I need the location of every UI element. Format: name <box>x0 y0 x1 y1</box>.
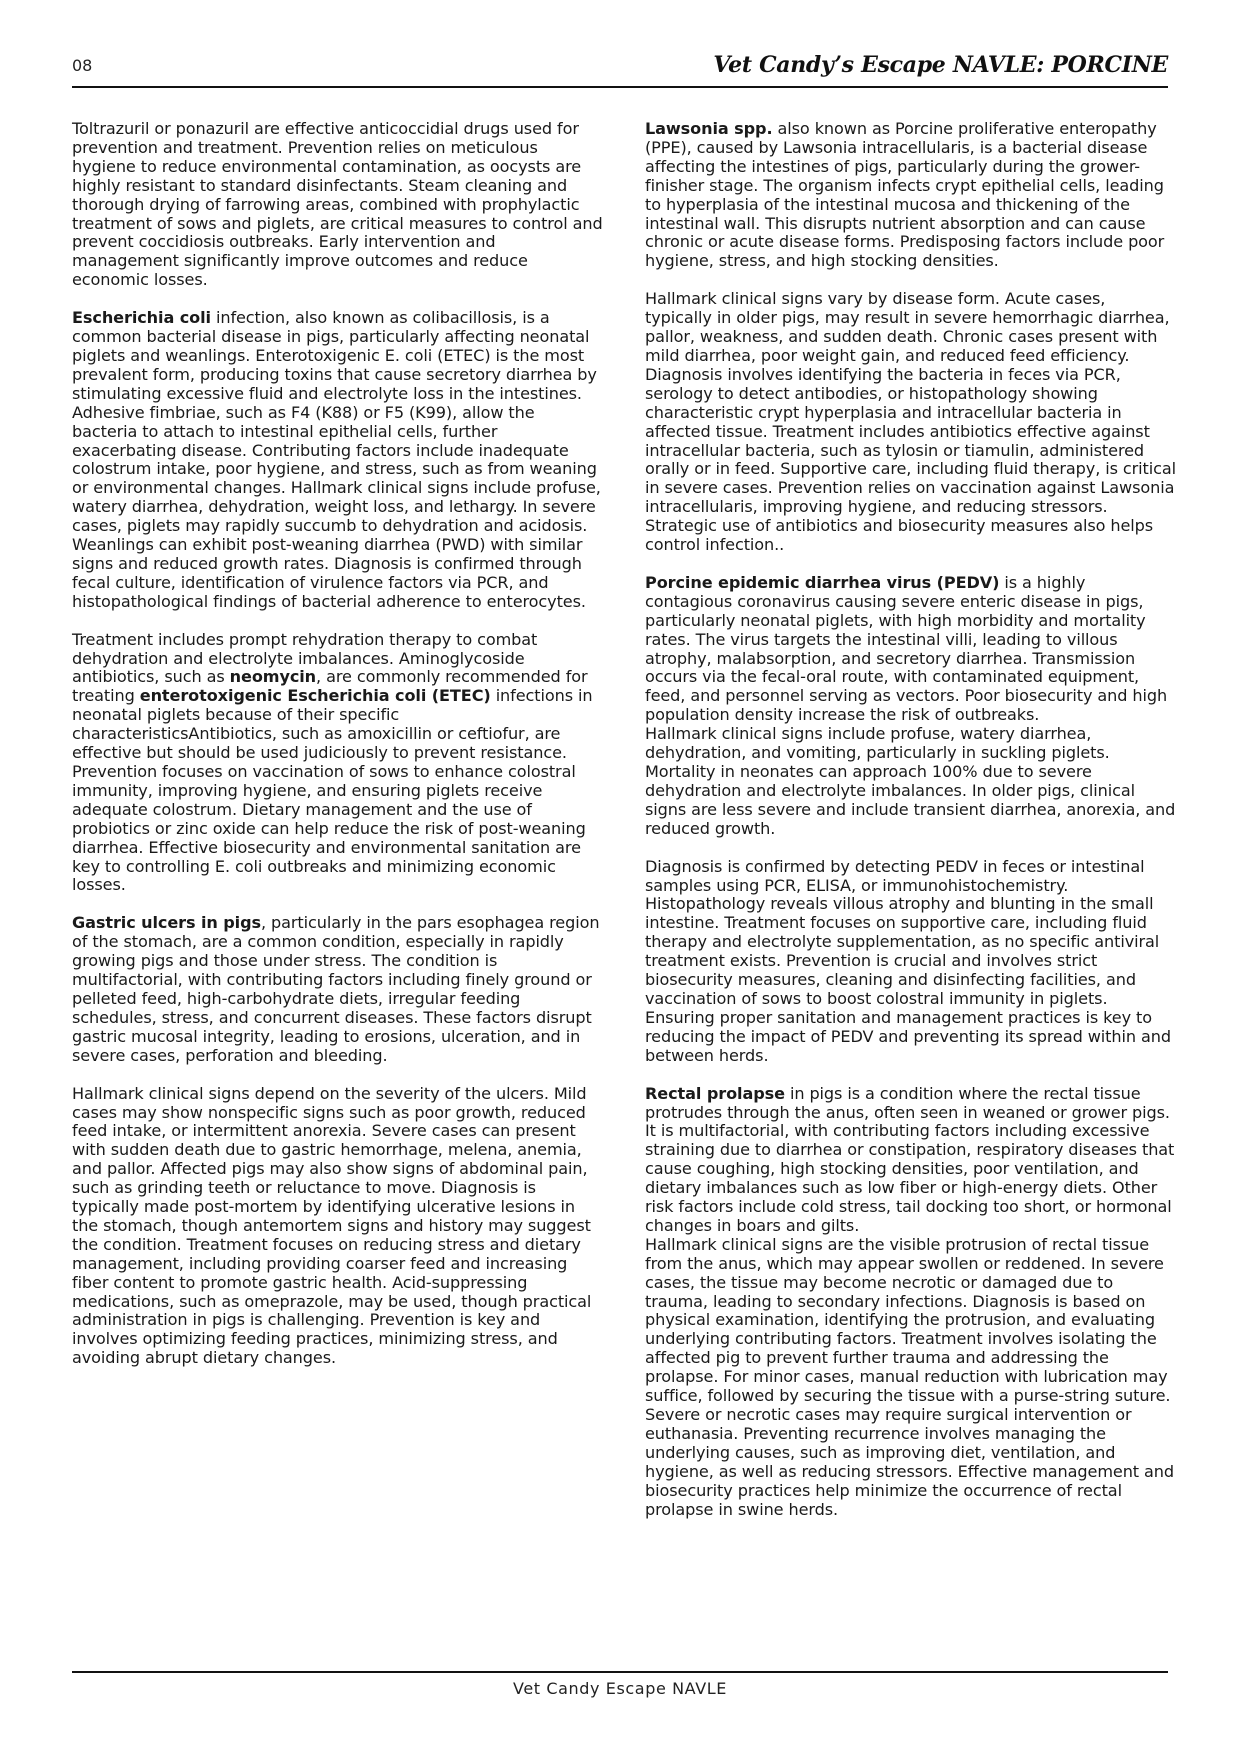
ecoli-treatment-paragraph <box>72 631 604 896</box>
pedv-heading: Porcine epidemic diarrhea virus (PEDV) <box>645 572 1000 592</box>
lawsonia-signs-paragraph <box>645 290 1177 555</box>
lawsonia-heading: Lawsonia spp. <box>645 119 773 138</box>
header-divider <box>72 86 1168 88</box>
paragraph-text: , are commonly recommended for treating <box>72 667 588 706</box>
paragraph-text: is a highly contagious coronavirus causing severe enteric disease in pigs, particularly neonatal piglets, with high morbidity and mortality rates. The virus targets the intestinal villi, leading to villous atrophy, malabsorption, and secretory diarrhea. Transmission occurs via the fecal-oral route, with contaminated equipment, feed, and personnel serving as vectors. Poor biosecurity and high population density increase the risk of outbreaks. <box>645 572 1168 725</box>
paragraph-text: Hallmark clinical signs are the visible protrusion of rectal tissue from the anus, which may appear swollen or reddened. In severe cases, the tissue may become necrotic or damaged due to trauma, leading to secondary infections. Diagnosis is based on physical examination, identifying the protrusion, and evaluating underlying contributing factors. Treatment involves isolating the affected pig to prevent further trauma and addressing the prolapse. For minor cases, manual reduction with lubrication may suffice, followed by securing the tissue with a purse-string suture. Severe or necrotic cases may require surgical intervention or euthanasia. Preventing recurrence involves managing the underlying causes, such as improving diet, ventilation, and hygiene, as well as reducing stressors. Effective management and biosecurity practices help minimize the occurrence of rectal prolapse in swine herds. <box>645 1234 1175 1519</box>
page-footer: Vet Candy Escape NAVLE <box>513 1679 727 1698</box>
page-header <box>72 52 1168 86</box>
rectal-prolapse-heading: Rectal prolapse <box>645 1083 785 1103</box>
gastric-ulcers-heading: Gastric ulcers in pigs <box>72 913 261 933</box>
rectal-prolapse-signs-paragraph <box>645 1236 1177 1520</box>
paragraph-text: Hallmark clinical signs vary by disease form. Acute cases, typically in older pigs, may result in severe hemorrhagic diarrhea, pallor, weakness, and sudden death. Chronic cases present with mild diarrhea, poor weight gain, and reduced feed efficiency. Diagnosis involves identifying the bacteria in feces via PCR, serology to detect antibodies, or histopathology showing characteristic crypt hyperplasia and intracellular bacteria in affected tissue. Treatment includes antibiotics effective against intracellular bacteria, such as tylosin or tiamulin, administered orally or in feed. Supportive care, including fluid therapy, is critical in severe cases. Prevention relies on vaccination against Lawsonia intracellularis, improving hygiene, and reducing stressors. Strategic use of antibiotics and biosecurity measures also helps control infection.. <box>645 289 1177 555</box>
paragraph-text: infection, also known as colibacillosis, is a common bacterial disease in pigs, particularly affecting neonatal piglets and weanlings. Enterotoxigenic E. coli (ETEC) is the most prevalent form, producing toxins that cause secretory diarrhea by stimulating excessive fluid and electrolyte loss in the intestines. Adhesive fimbriae, such as F4 (K88) or F5 (K99), allow the bacteria to attach to intestinal epithelial cells, further exacerbating disease. Contributing factors include inadequate colostrum intake, poor hygiene, and stress, such as from weaning or environmental changes. Hallmark clinical signs include profuse, watery diarrhea, dehydration, weight loss, and lethargy. In severe cases, piglets may rapidly succumb to dehydration and acidosis. Weanlings can exhibit post-weaning diarrhea (PWD) with similar signs and reduced growth rates. Diagnosis is confirmed through fecal culture, identification of virulence factors via PCR, and histopathological findings of bacterial adherence to enterocytes. <box>72 308 601 611</box>
paragraph-text: in pigs is a condition where the rectal tissue protrudes through the anus, often seen in weaned or grower pigs. It is multifactorial, with contributing factors including excessive straining due to diarrhea or constipation, respiratory diseases that cause coughing, high stocking densities, poor ventilation, and dietary imbalances such as low fiber or high-energy diets. Other risk factors include cold stress, tail docking too short, or hormonal changes in boars and gilts. <box>645 1083 1175 1235</box>
paragraph-text: also known as Porcine proliferative enteropathy (PPE), caused by Lawsonia intracellularis, is a bacterial disease affecting the intestines of pigs, particularly during the grower-finisher stage. The organism infects crypt epithelial cells, leading to hyperplasia of the intestinal mucosa and thickening of the intestinal wall. This disrupts nutrient absorption and can cause chronic or acute disease forms. Predisposing factors include poor hygiene, stress, and high stocking densities. <box>645 119 1165 271</box>
pedv-signs-paragraph <box>645 725 1177 838</box>
paragraph-text: Toltrazuril or ponazuril are effective anticoccidial drugs used for prevention and treatment. Prevention relies on meticulous hygiene to reduce environmental contamination, as oocysts are highly resistant to standard disinfectants. Steam cleaning and thorough drying of farrowing areas, combined with prophylactic treatment of sows and piglets, are critical measures to control and prevent coccidiosis outbreaks. Early intervention and management significantly improve outcomes and reduce economic losses. <box>72 119 603 290</box>
neomycin-term: neomycin <box>229 667 317 687</box>
ecoli-paragraph <box>72 309 604 612</box>
page-number: 08 <box>72 56 93 75</box>
left-column <box>72 120 604 1387</box>
gastric-ulcers-signs-paragraph <box>72 1085 604 1369</box>
footer-divider <box>72 1671 1168 1673</box>
paragraph-text: Diagnosis is confirmed by detecting PEDV in feces or intestinal samples using PCR, ELISA, or immunohistochemistry. Histopathology reveals villous atrophy and blunting in the small intestine. Treatment focuses on supportive care, including fluid therapy and electrolyte supplementation, as no specific antiviral treatment exists. Prevention is crucial and involves strict biosecurity measures, cleaning and disinfecting facilities, and vaccination of sows to boost colostral immunity in piglets. Ensuring proper sanitation and management practices is key to reducing the impact of PEDV and preventing its spread within and between herds. <box>645 856 1171 1065</box>
paragraph-text: Hallmark clinical signs depend on the severity of the ulcers. Mild cases may show nonspecific signs such as poor growth, reduced feed intake, or intermittent anorexia. Severe cases can present with sudden death due to gastric hemorrhage, melena, anemia, and pallor. Affected pigs may also show signs of abdominal pain, such as grinding teeth or reluctance to move. Diagnosis is typically made post-mortem by identifying ulcerative lesions in the stomach, though antemortem signs and history may suggest the condition. Treatment focuses on reducing stress and dietary management, including providing coarser feed and increasing fiber content to promote gastric health. Acid-suppressing medications, such as omeprazole, may be used, though practical administration in pigs is challenging. Prevention is key and involves optimizing feeding practices, minimizing stress, and avoiding abrupt dietary changes. <box>72 1083 592 1368</box>
pedv-paragraph <box>645 574 1177 725</box>
paragraph-text: Hallmark clinical signs include profuse, watery diarrhea, dehydration, and vomiting, particularly in suckling piglets. Mortality in neonates can approach 100% due to severe dehydration and electrolyte imbalances. In older pigs, clinical signs are less severe and include transient diarrhea, anorexia, and reduced growth. <box>645 724 1176 838</box>
coccidiosis-prevention-paragraph <box>72 120 604 290</box>
paragraph-text: Treatment includes prompt rehydration therapy to combat dehydration and electrolyte imbalances. Aminoglycoside antibiotics, such as <box>72 629 538 687</box>
etec-term: enterotoxigenic Escherichia coli (ETEC) <box>139 686 491 706</box>
ecoli-heading: Escherichia coli <box>72 308 211 328</box>
paragraph-text: infections in neonatal piglets because of their specific characteristicsAntibiotics, such as amoxicillin or ceftiofur, are effective but should be used judiciously to prevent resistance. Prevention focuses on vaccination of sows to enhance colostral immunity, improving hygiene, and ensuring piglets receive adequate colostrum. Dietary management and the use of probiotics or zinc oxide can help reduce the risk of post-weaning diarrhea. Effective biosecurity and environmental sanitation are key to controlling E. coli outbreaks and minimizing economic losses. <box>72 686 593 895</box>
gastric-ulcers-paragraph <box>72 914 604 1065</box>
rectal-prolapse-paragraph <box>645 1085 1177 1236</box>
running-title: Vet Candy’s Escape NAVLE: PORCINE <box>713 52 1168 78</box>
right-column <box>645 120 1177 1538</box>
pedv-diagnosis-paragraph <box>645 858 1177 1066</box>
paragraph-text: , particularly in the pars esophagea region of the stomach, are a common condition, especially in rapidly growing pigs and those under stress. The condition is multifactorial, with contributing factors including finely ground or pelleted feed, high-carbohydrate diets, irregular feeding schedules, stress, and concurrent diseases. These factors disrupt gastric mucosal integrity, leading to erosions, ulceration, and in severe cases, perforation and bleeding. <box>72 913 600 1065</box>
lawsonia-paragraph <box>645 120 1177 271</box>
